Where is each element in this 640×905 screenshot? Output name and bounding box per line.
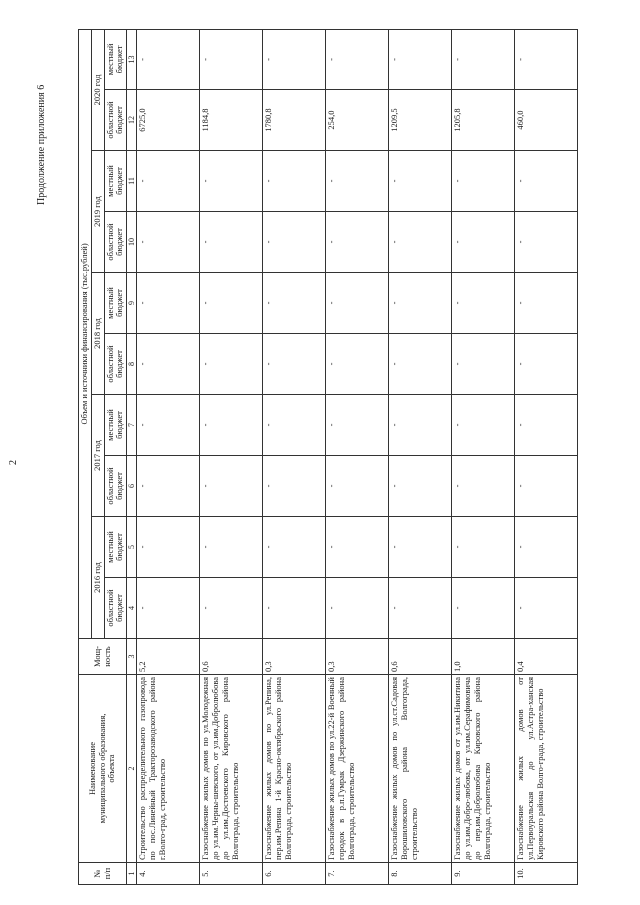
funding-value: - bbox=[452, 456, 515, 517]
column-number: 5 bbox=[127, 517, 137, 578]
column-number: 6 bbox=[127, 456, 137, 517]
object-name: Газоснабжение жилых домов от ул.им.Никитина до ул.им.Добро-любова, от ул.им.Серафимовича до пер.им.Добролюбова Кировского района Волгограда, строительство bbox=[452, 675, 515, 863]
table-row bbox=[515, 29, 578, 884]
funding-value: - bbox=[326, 212, 389, 273]
column-number: 4 bbox=[127, 578, 137, 639]
funding-value: - bbox=[200, 212, 263, 273]
funding-table bbox=[78, 29, 578, 885]
funding-value: - bbox=[515, 578, 578, 639]
header-local: местный бюджет bbox=[104, 395, 127, 456]
funding-value: - bbox=[389, 456, 452, 517]
row-number: 5. bbox=[200, 863, 263, 885]
funding-value: - bbox=[263, 395, 326, 456]
funding-value: - bbox=[326, 517, 389, 578]
funding-value: - bbox=[515, 395, 578, 456]
funding-value: - bbox=[263, 578, 326, 639]
object-name: Строительство распределительного газопровода по пос.Линейный Тракторозаводского района г.Волго-град, строительство bbox=[137, 675, 200, 863]
funding-value: - bbox=[326, 29, 389, 89]
funding-value: - bbox=[137, 273, 200, 334]
column-number: 12 bbox=[127, 90, 137, 151]
funding-value: - bbox=[389, 212, 452, 273]
header-year: 2020 год bbox=[91, 29, 104, 150]
funding-value: - bbox=[389, 395, 452, 456]
object-name: Газоснабжение жилых домов по ул.22-й Военный городок в р.п.Гумрак Дзержинского района Волгограда, строительство bbox=[326, 675, 389, 863]
object-name: Газоснабжение жилых домов по ул.Молодежная до ул.им.Черны-шевского, от ул.им.Добролюбова до ул.им.Достоевского Кировского района Волгограда, строительство bbox=[200, 675, 263, 863]
row-number: 4. bbox=[137, 863, 200, 885]
funding-value: 1205,8 bbox=[452, 90, 515, 151]
funding-value: 1209,5 bbox=[389, 90, 452, 151]
column-number: 2 bbox=[127, 675, 137, 863]
funding-value: - bbox=[137, 456, 200, 517]
funding-value: - bbox=[389, 334, 452, 395]
object-name: Газоснабжение жилых домов по ул.ст.Садовая Ворошиловского района Волгограда, строительство bbox=[389, 675, 452, 863]
funding-value: 1780,8 bbox=[263, 90, 326, 151]
funding-value: 1184,8 bbox=[200, 90, 263, 151]
funding-value: - bbox=[137, 212, 200, 273]
capacity-value: 0,6 bbox=[389, 639, 452, 675]
column-number: 1 bbox=[127, 863, 137, 885]
funding-value: - bbox=[200, 151, 263, 212]
funding-value: - bbox=[263, 456, 326, 517]
funding-value: - bbox=[452, 151, 515, 212]
row-number: 8. bbox=[389, 863, 452, 885]
table-row bbox=[200, 29, 263, 884]
funding-value: - bbox=[326, 273, 389, 334]
funding-value: - bbox=[452, 273, 515, 334]
funding-value: - bbox=[389, 578, 452, 639]
header-year: 2017 год bbox=[91, 395, 104, 517]
funding-value: - bbox=[137, 334, 200, 395]
header-year: 2018 год bbox=[91, 273, 104, 395]
row-number: 7. bbox=[326, 863, 389, 885]
funding-value: - bbox=[263, 212, 326, 273]
header-local: местный бюджет bbox=[104, 517, 127, 578]
header-regional: областной бюджет bbox=[104, 212, 127, 273]
funding-value: - bbox=[452, 578, 515, 639]
funding-value: - bbox=[263, 273, 326, 334]
funding-value: - bbox=[515, 334, 578, 395]
header-local: местный бюджет bbox=[104, 273, 127, 334]
header-no: № п/п bbox=[79, 863, 127, 885]
header-local: местный бюджет bbox=[104, 151, 127, 212]
funding-value: - bbox=[452, 395, 515, 456]
header-regional: областной бюджет bbox=[104, 456, 127, 517]
object-name: Газоснабжение жилых домов по ул.Репина, пер.им.Репина 1-й Красно-октябрьского района Волгограда, строительство bbox=[263, 675, 326, 863]
header-year: 2019 год bbox=[91, 151, 104, 273]
row-number: 10. bbox=[515, 863, 578, 885]
table-body bbox=[137, 29, 578, 884]
capacity-value: 0,4 bbox=[515, 639, 578, 675]
column-number: 9 bbox=[127, 273, 137, 334]
funding-value: - bbox=[515, 151, 578, 212]
column-number: 13 bbox=[127, 29, 137, 89]
capacity-value: 0,6 bbox=[200, 639, 263, 675]
funding-value: - bbox=[137, 517, 200, 578]
funding-value: - bbox=[200, 517, 263, 578]
capacity-value: 0,3 bbox=[326, 639, 389, 675]
funding-value: - bbox=[326, 456, 389, 517]
funding-value: - bbox=[200, 395, 263, 456]
funding-value: - bbox=[515, 212, 578, 273]
funding-value: - bbox=[200, 334, 263, 395]
table-row bbox=[137, 29, 200, 884]
capacity-value: 5,2 bbox=[137, 639, 200, 675]
column-number: 3 bbox=[127, 639, 137, 675]
header-year: 2016 год bbox=[91, 517, 104, 639]
funding-value: - bbox=[326, 395, 389, 456]
column-numbers-row bbox=[127, 29, 137, 884]
funding-value: - bbox=[200, 273, 263, 334]
funding-value: - bbox=[263, 151, 326, 212]
funding-value: - bbox=[326, 151, 389, 212]
funding-value: - bbox=[515, 273, 578, 334]
funding-value: - bbox=[137, 29, 200, 89]
funding-value: - bbox=[326, 578, 389, 639]
row-number: 9. bbox=[452, 863, 515, 885]
funding-value: - bbox=[200, 456, 263, 517]
header-funding-title: Объем и источники финансирования (тыс.рублей) bbox=[79, 29, 92, 638]
column-number: 11 bbox=[127, 151, 137, 212]
funding-value: 254,0 bbox=[326, 90, 389, 151]
header-regional: областной бюджет bbox=[104, 90, 127, 151]
funding-value: - bbox=[515, 29, 578, 89]
continuation-label: Продолжение приложения 6 bbox=[36, 84, 47, 205]
column-number: 7 bbox=[127, 395, 137, 456]
table-row bbox=[263, 29, 326, 884]
header-name: Наименование муниципального образования, объекта bbox=[79, 675, 127, 863]
header-local: местный бюджет bbox=[104, 29, 127, 89]
header-regional: областной бюджет bbox=[104, 578, 127, 639]
funding-value: 460,0 bbox=[515, 90, 578, 151]
funding-value: - bbox=[515, 517, 578, 578]
row-number: 6. bbox=[263, 863, 326, 885]
capacity-value: 1,0 bbox=[452, 639, 515, 675]
funding-value: - bbox=[452, 334, 515, 395]
table-row bbox=[389, 29, 452, 884]
funding-value: - bbox=[263, 334, 326, 395]
funding-value: - bbox=[452, 212, 515, 273]
funding-value: - bbox=[137, 395, 200, 456]
funding-value: - bbox=[200, 29, 263, 89]
funding-value: 6725,0 bbox=[137, 90, 200, 151]
capacity-value: 0,3 bbox=[263, 639, 326, 675]
table-row bbox=[326, 29, 389, 884]
object-name: Газоснабжение жилых домов от ул.Первоуральская до ул.Астра-ханская Кировского района Волго-града, строительство bbox=[515, 675, 578, 863]
funding-value: - bbox=[326, 334, 389, 395]
funding-value: - bbox=[200, 578, 263, 639]
funding-value: - bbox=[452, 517, 515, 578]
funding-value: - bbox=[263, 517, 326, 578]
column-number: 8 bbox=[127, 334, 137, 395]
header-regional: областной бюджет bbox=[104, 334, 127, 395]
funding-value: - bbox=[263, 29, 326, 89]
table-row bbox=[452, 29, 515, 884]
funding-value: - bbox=[452, 29, 515, 89]
header-capacity: Мощ- ность bbox=[79, 639, 127, 675]
funding-value: - bbox=[389, 517, 452, 578]
funding-value: - bbox=[389, 29, 452, 89]
funding-value: - bbox=[137, 151, 200, 212]
page-number: 2 bbox=[8, 460, 19, 465]
funding-value: - bbox=[389, 273, 452, 334]
column-number: 10 bbox=[127, 212, 137, 273]
funding-value: - bbox=[389, 151, 452, 212]
funding-value: - bbox=[515, 456, 578, 517]
funding-value: - bbox=[137, 578, 200, 639]
